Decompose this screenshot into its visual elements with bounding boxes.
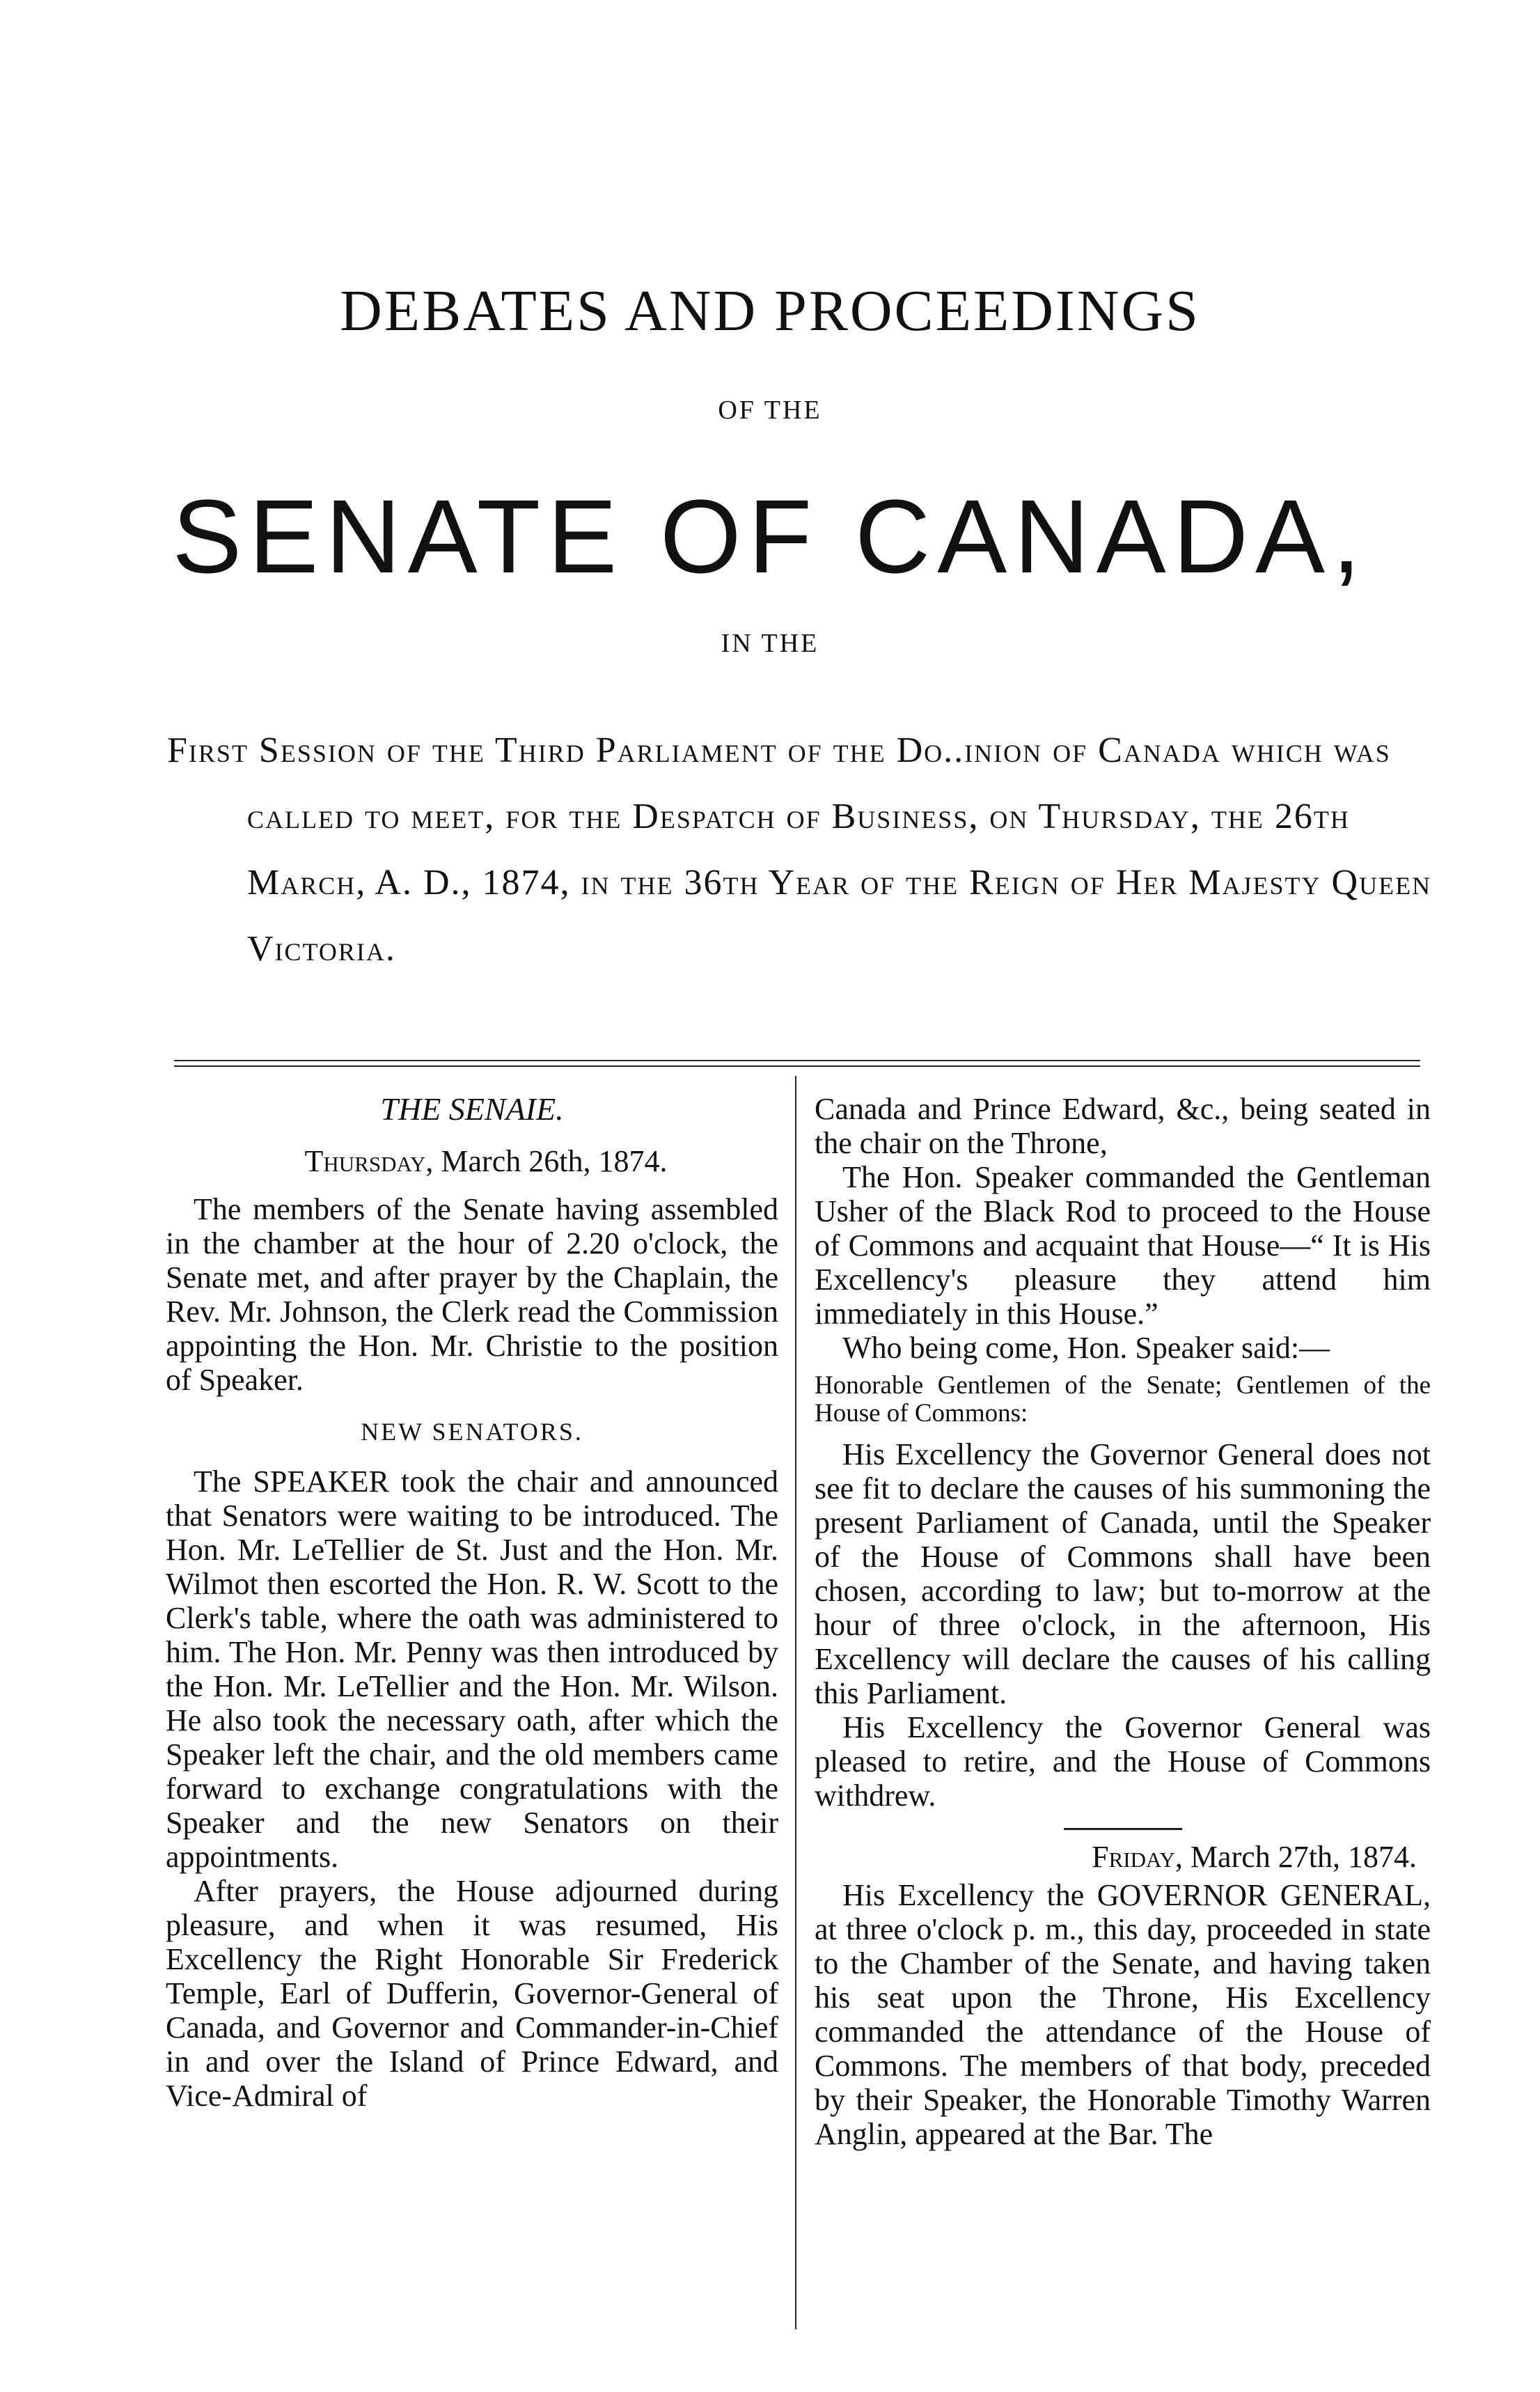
- dateline-day: Friday,: [1092, 1840, 1183, 1874]
- left-column: [166, 1092, 778, 2113]
- header-rule-bottom: [174, 1065, 1420, 1067]
- paragraph: His Excellency the Governor General does not see fit to declare the causes of his summoning the present Parliament of Canada, until the Speaker of the House of Commons shall have been chosen, according to law; but to-morrow at the hour of three o'clock, in the afternoon, His Excellency will declare the causes of his calling this Parliament.: [815, 1437, 1431, 1710]
- new-senators-heading: NEW SENATORS.: [361, 1418, 583, 1446]
- title-senate: SENATE OF CANADA,: [172, 478, 1368, 595]
- address-line: Honorable Gentlemen of the Senate; Gentlemen of the House of Commons:: [815, 1371, 1431, 1428]
- paragraph: After prayers, the House adjourned during pleasure, and when it was resumed, His Excellency the Right Honorable Sir Frederick Temple, Earl of Dufferin, Governor-General of Canada, and Governor and Commander-in-Chief in and over the Island of Prince Edward, and Vice-Admiral of: [166, 1874, 778, 2113]
- right-column: [815, 1092, 1431, 2151]
- paragraph: The SPEAKER took the chair and announced that Senators were waiting to be introduced. The Hon. Mr. LeTellier de St. Just and the Hon. Mr. Wilmot then escorted the Hon. R. W. Scott to the Clerk's table, where the oath was administered to him. The Hon. Mr. Penny was then introduced by the Hon. Mr. LeTellier and the Hon. Mr. Wilson. He also took the necessary oath, after which the Speaker left the chair, and the old members came forward to exchange congratulations with the Speaker and the new Senators on their appointments.: [166, 1464, 778, 1874]
- column-divider: [795, 1076, 796, 2329]
- dateline-thursday: [166, 1144, 778, 1178]
- senate-heading: THE SENAIE.: [380, 1091, 564, 1127]
- session-text: First Session of the Third Parliament of the Do..inion of Canada which was called to meet, for the Despatch of Business, on Thursday, the 26th March, A. D., 1874, in the 36th Year of the Reign of Her Majesty Queen Victoria.: [167, 730, 1432, 969]
- subtitle-of-the: OF THE: [718, 396, 822, 425]
- dateline-date: March 26th, 1874.: [433, 1144, 668, 1178]
- subtitle-in-the: IN THE: [721, 629, 819, 658]
- paragraph: The members of the Senate having assembled in the chamber at the hour of 2.20 o'clock, the Senate met, and after prayer by the Chaplain, the Rev. Mr. Johnson, the Clerk read the Commission appointing the Hon. Mr. Christie to the position of Speaker.: [166, 1192, 778, 1397]
- title-debates: DEBATES AND PROCEEDINGS: [340, 279, 1200, 343]
- dateline-friday: [815, 1840, 1431, 1874]
- session-description: [167, 717, 1441, 982]
- paragraph: His Excellency the Governor General was pleased to retire, and the House of Commons withdrew.: [815, 1710, 1431, 1813]
- paragraph: His Excellency the GOVERNOR GENERAL, at three o'clock p. m., this day, proceeded in state to the Chamber of the Senate, and having taken his seat upon the Throne, His Excellency commanded the attendance of the House of Commons. The members of that body, preceded by their Speaker, the Honorable Timothy Warren Anglin, appeared at the Bar. The: [815, 1878, 1431, 2151]
- paragraph: Who being come, Hon. Speaker said:—: [842, 1331, 1330, 1365]
- paragraph: The Hon. Speaker commanded the Gentleman Usher of the Black Rod to proceed to the House of Commons and acquaint that House—“ It is His Excellency's pleasure they attend him immediately in this House.”: [815, 1160, 1431, 1331]
- dateline-date: March 27th, 1874.: [1182, 1840, 1417, 1874]
- header-rule-top: [174, 1060, 1420, 1061]
- dateline-day: Thursday,: [304, 1144, 434, 1178]
- paragraph: Canada and Prince Edward, &c., being seated in the chair on the Throne,: [815, 1092, 1431, 1160]
- section-rule: [1064, 1828, 1182, 1830]
